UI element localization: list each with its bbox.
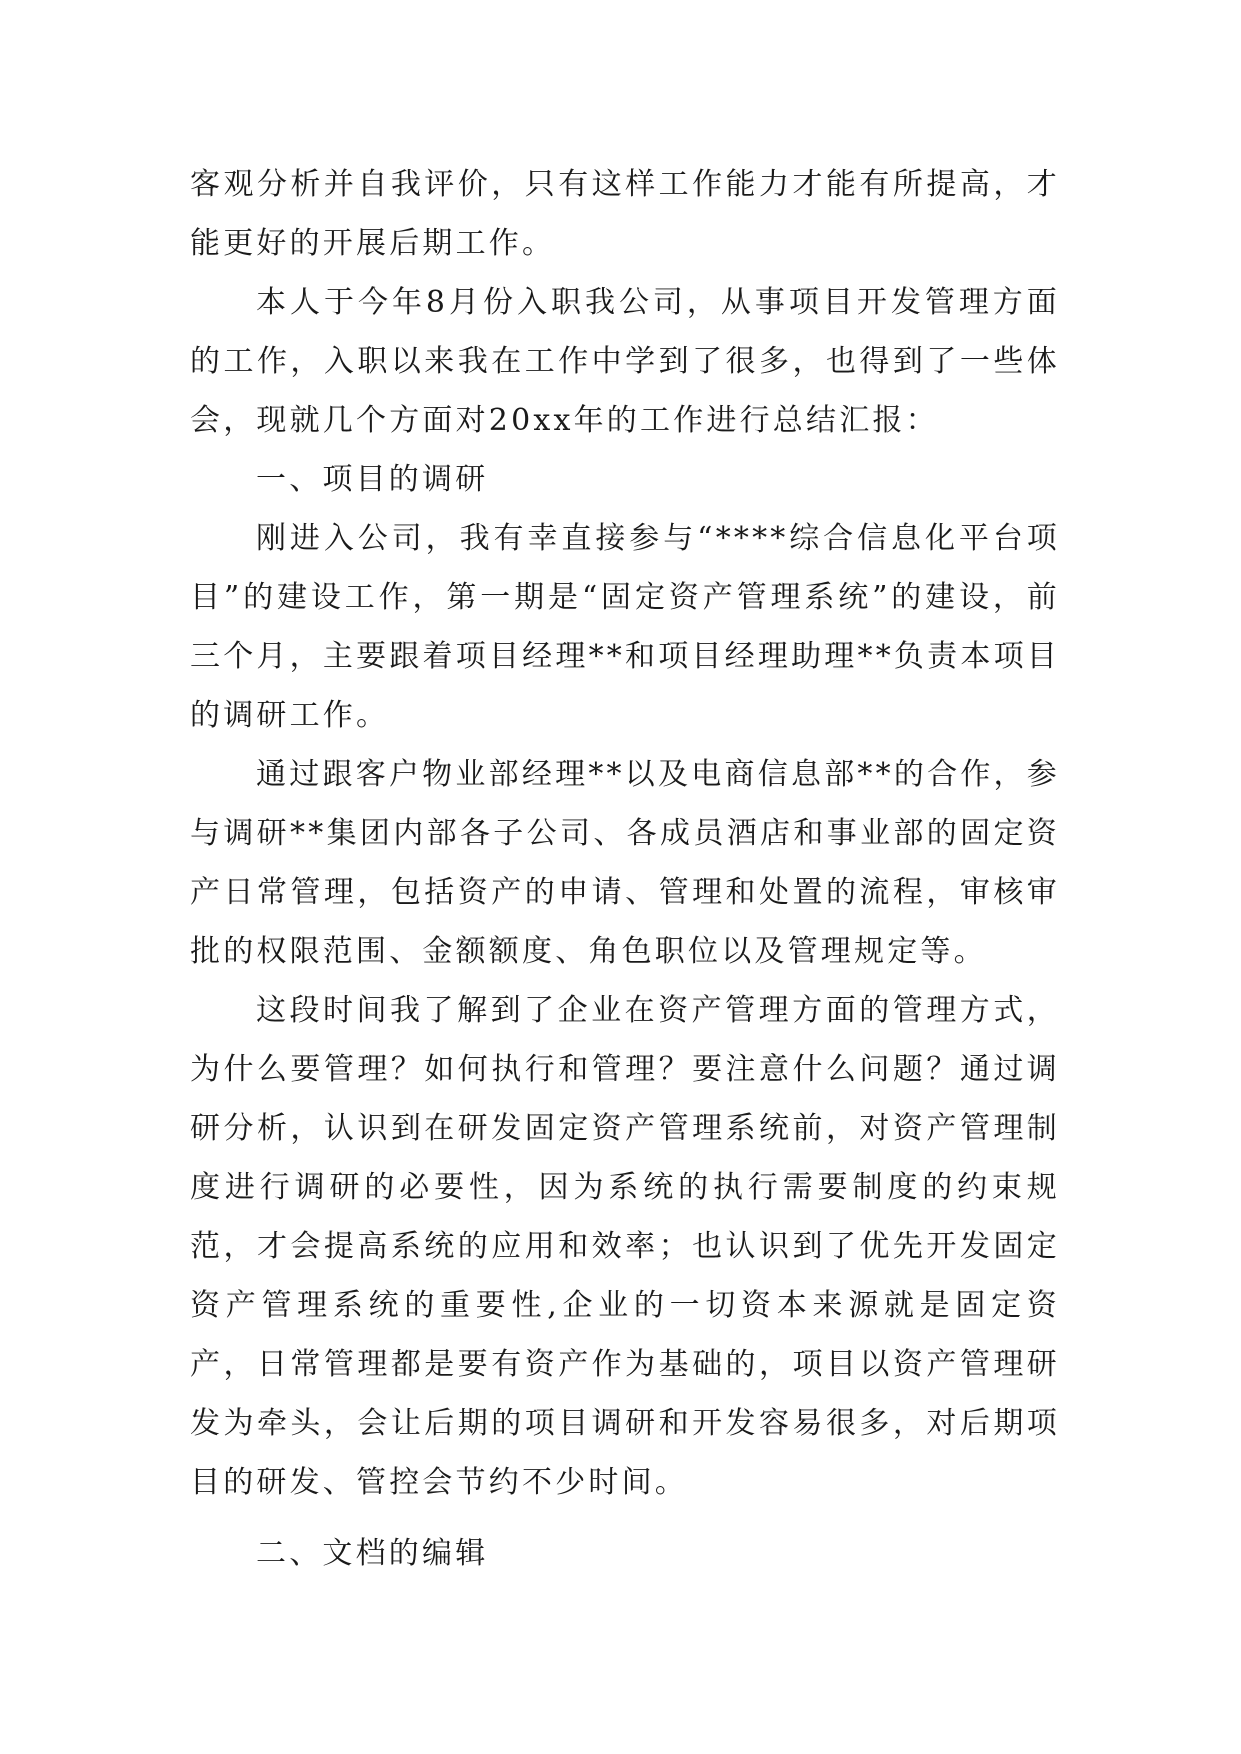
section-heading-documents: 二、文档的编辑 <box>256 1536 489 1571</box>
paragraph-intro: 本人于今年8月份入职我公司，从事项目开发管理方面的工作，入职以来我在工作中学到了很多，也得到了一些体会，现就几个方面对20xx年的工作进行总结汇报： <box>190 285 1060 438</box>
document-body <box>190 155 1060 1583</box>
paragraph-project-join: 刚进入公司，我有幸直接参与“****综合信息化平台项目”的建设工作，第一期是“固定资产管理系统”的建设，前三个月，主要跟着项目经理**和项目经理助理**负责本项目的调研工作。 <box>190 521 1060 733</box>
paragraph-collaboration: 通过跟客户物业部经理**以及电商信息部**的合作，参与调研**集团内部各子公司、各成员酒店和事业部的固定资产日常管理，包括资产的申请、管理和处置的流程，审核审批的权限范围、金额额度、角色职位以及管理规定等。 <box>190 757 1060 969</box>
paragraph-understanding: 这段时间我了解到了企业在资产管理方面的管理方式，为什么要管理？如何执行和管理？要注意什么问题？通过调研分析，认识到在研发固定资产管理系统前，对资产管理制度进行调研的必要性，因为系统的执行需要制度的约束规范，才会提高系统的应用和效率；也认识到了优先开发固定资产管理系统的重要性,企业的一切资本来源就是固定资产，日常管理都是要有资产作为基础的，项目以资产管理研发为牵头，会让后期的项目调研和开发容易很多，对后期项目的研发、管控会节约不少时间。 <box>190 993 1060 1500</box>
paragraph-continuation: 客观分析并自我评价，只有这样工作能力才能有所提高，才能更好的开展后期工作。 <box>190 167 1060 261</box>
section-heading-research: 一、项目的调研 <box>256 462 489 497</box>
